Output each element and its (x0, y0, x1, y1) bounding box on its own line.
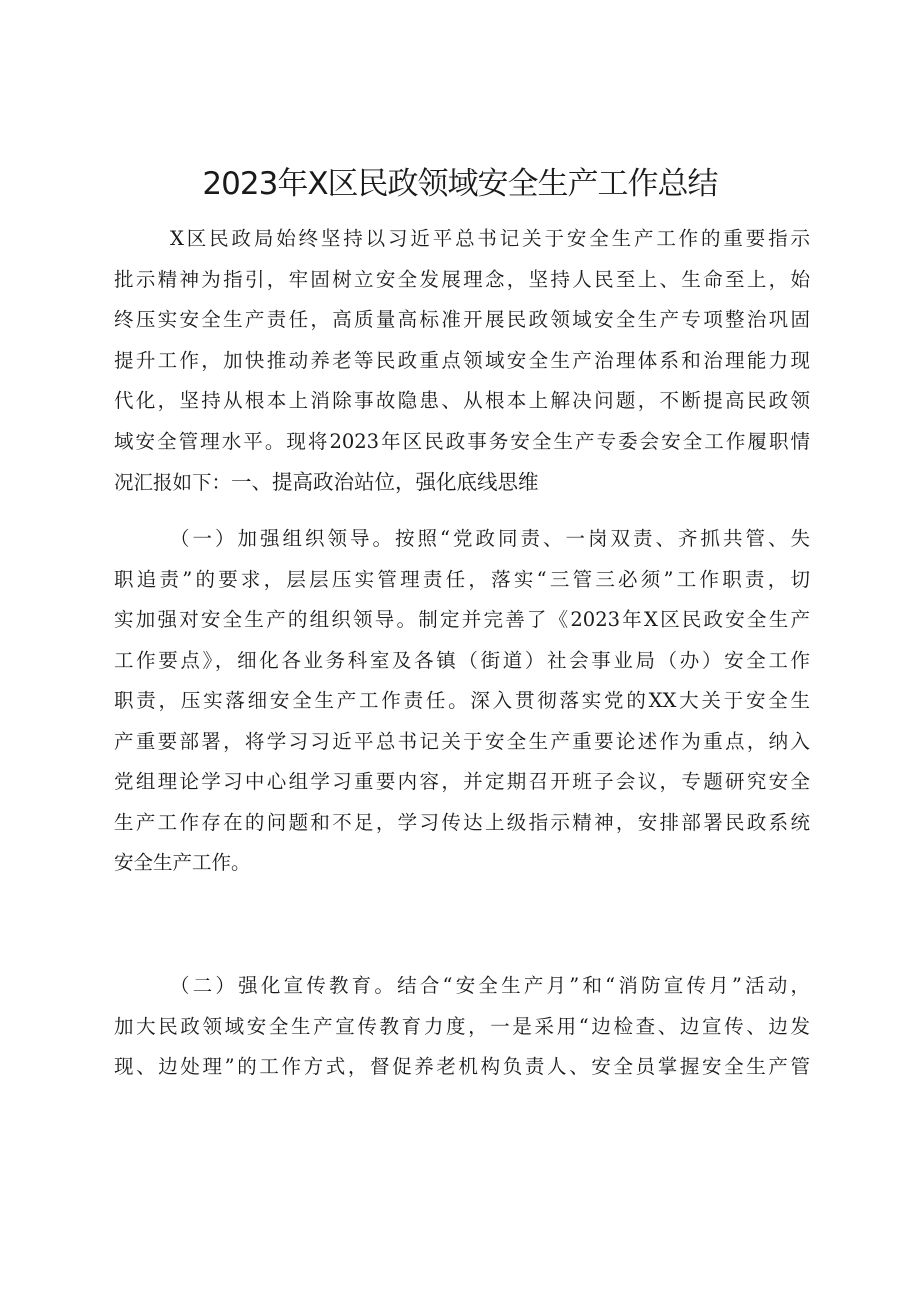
intro-line: 终压实安全生产责任，高质量高标准开展民政领域安全生产专项整治巩固 (114, 308, 810, 331)
section1-line: 职责，压实落细安全生产工作责任。深入贯彻落实党的XX大关于安全生 (114, 689, 810, 712)
intro-line: 况汇报如下： (114, 471, 232, 494)
section1-line: 工作要点》，细化各业务科室及各镇（街道）社会事业局（办）安全工作 (114, 648, 810, 672)
section2-line: 加大民政领域安全生产宣传教育力度，一是采用“边检查、边宣传、边发 (114, 1014, 810, 1038)
intro-line: X区民政局始终坚持以习近平总书记关于安全生产工作的重要指示 (170, 227, 810, 250)
intro-line: 批示精神为指引，牢固树立安全发展理念，坚持人民至上、生命至上，始 (114, 267, 810, 291)
section2-line: （二）强化宣传教育。结合“安全生产月”和“消防宣传月”活动， (170, 974, 810, 997)
section1-line: 实加强对安全生产的组织领导。制定并完善了《2023年X区民政安全生产 (114, 608, 810, 631)
section1-line: （一）加强组织领导。按照“党政同责、一岗双责、齐抓共管、失 (170, 527, 810, 550)
section2-line: 现、边处理”的工作方式，督促养老机构负责人、安全员掌握安全生产管 (114, 1055, 810, 1078)
section1-line: 党组理论学习中心组学习重要内容，并定期召开班子会议，专题研究安全 (114, 770, 810, 793)
intro-line: 代化，坚持从根本上消除事故隐患、从根本上解决问题，不断提高民政领 (114, 389, 810, 412)
section-heading: 一、提高政治站位，强化底线思维 (231, 470, 539, 494)
section2-paragraph (114, 966, 810, 1088)
section1-paragraph (114, 519, 810, 884)
document-title: 2023年X区民政领域安全生产工作总结 (202, 166, 718, 202)
intro-line: 域安全管理水平。现将2023年区民政事务安全生产专委会安全工作履职情 (114, 429, 810, 453)
intro-paragraph (114, 219, 810, 503)
section1-line: 安全生产工作。 (114, 851, 251, 874)
section1-line: 生产工作存在的问题和不足，学习传达上级指示精神，安排部署民政系统 (114, 810, 810, 834)
section1-line: 职追责”的要求，层层压实管理责任，落实“三管三必须”工作职责，切 (114, 567, 810, 591)
section1-line: 产重要部署，将学习习近平总书记关于安全生产重要论述作为重点，纳入 (114, 729, 810, 753)
intro-last-line (114, 462, 810, 503)
intro-line: 提升工作，加快推动养老等民政重点领域安全生产治理体系和治理能力现 (114, 348, 810, 372)
